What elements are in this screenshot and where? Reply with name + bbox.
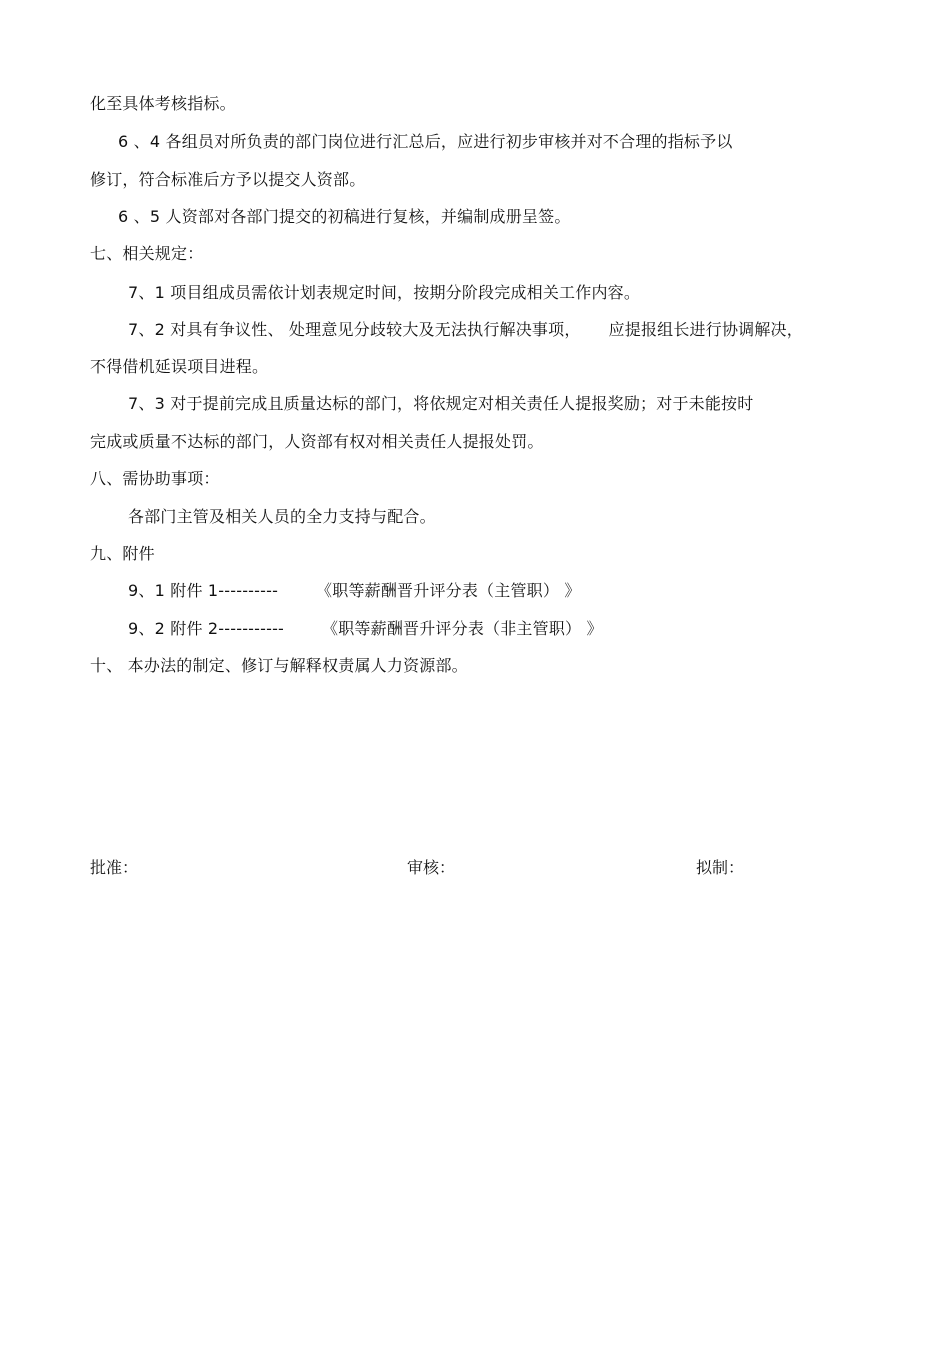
clause-7-3: 7、3 对于提前完成且质量达标的部门，将依规定对相关责任人提报奖励；对于未能按时 [128, 394, 754, 413]
attachment-1 [128, 581, 581, 601]
section-heading-10: 十、 本办法的制定、修订与解释权责属人力资源部。 [90, 656, 468, 675]
paragraph-line: 化至具体考核指标。 [90, 94, 236, 113]
paragraph-line: 修订，符合标准后方予以提交人资部。 [90, 170, 366, 189]
section-heading-8: 八、需协助事项： [90, 469, 220, 488]
review-label: 审核： [407, 858, 456, 877]
section-heading-7: 七、相关规定： [90, 244, 204, 263]
paragraph-line: 完成或质量不达标的部门，人资部有权对相关责任人提报处罚。 [90, 432, 544, 451]
clause-7-2-tail: 应提报组长进行协调解决， [608, 320, 803, 339]
attachment-2-label: 9、2 附件 2----------- [128, 619, 285, 638]
attachment-2 [128, 619, 603, 639]
clause-7-2 [128, 320, 803, 340]
approve-label: 批准： [90, 858, 139, 877]
clause-7-1: 7、1 项目组成员需依计划表规定时间，按期分阶段完成相关工作内容。 [128, 283, 641, 302]
clause-6-4: 6 、4 各组员对所负责的部门岗位进行汇总后，应进行初步审核并对不合理的指标予以 [118, 132, 733, 151]
paragraph-line: 不得借机延误项目进程。 [90, 357, 269, 376]
attachment-2-title: 《职等薪酬晋升评分表（非主管职） 》 [322, 619, 603, 638]
attachment-1-title: 《职等薪酬晋升评分表（主管职） 》 [316, 581, 581, 600]
section-heading-9: 九、附件 [90, 544, 155, 563]
attachment-1-label: 9、1 附件 1---------- [128, 581, 279, 600]
draft-label: 拟制： [696, 858, 745, 877]
clause-6-5: 6 、5 人资部对各部门提交的初稿进行复核，并编制成册呈签。 [118, 207, 571, 226]
paragraph-line: 各部门主管及相关人员的全力支持与配合。 [128, 507, 436, 526]
clause-7-2-head: 7、2 对具有争议性、 处理意见分歧较大及无法执行解决事项， [128, 320, 581, 339]
